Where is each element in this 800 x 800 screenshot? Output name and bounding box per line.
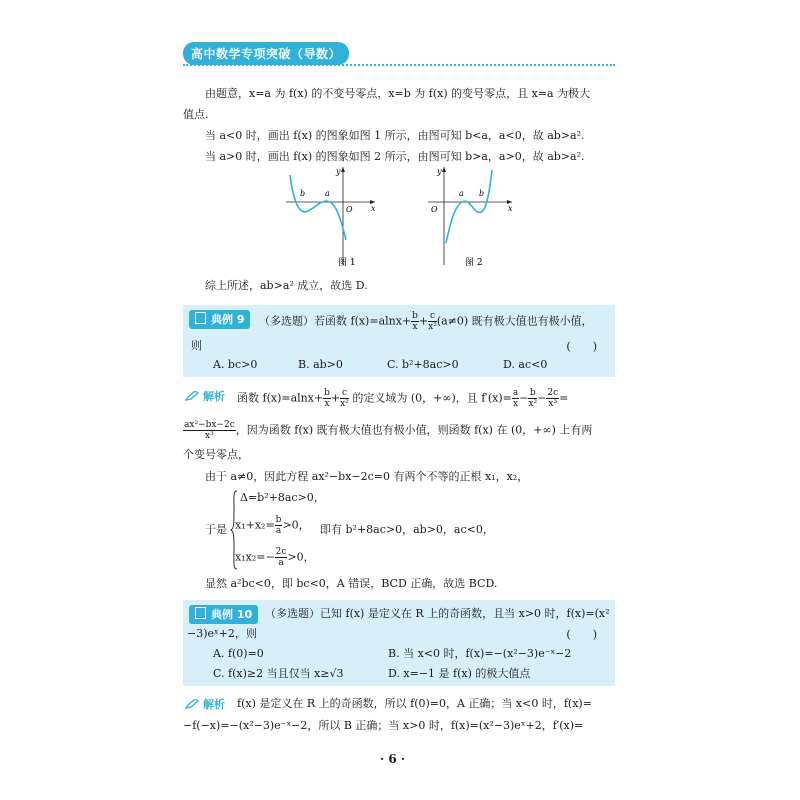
solution-10-line-2: −f(−x)=−(x²−3)e⁻ˣ−2，所以 B 正确；当 x>0 时，f(x)=(x²−3)eˣ+2，f′(x)= bbox=[183, 719, 584, 732]
option-c: C. b²+8ac>0 bbox=[387, 358, 459, 371]
fig2-a-label: a bbox=[459, 189, 464, 198]
intro-line-2: 值点. bbox=[183, 108, 209, 121]
document-icon bbox=[195, 312, 206, 324]
frac-c-x2: $\frac{c}{\text{x²}}$ bbox=[428, 311, 437, 332]
solution-9-line-2: $\frac{\text{ax²−bx−2c}}{\text{x³}}$ ，因为函数 f(x) 既有极大值也有极小值，则函数 f(x) 在 (0，+∞) 上有两 bbox=[184, 420, 593, 441]
fig2-caption: 图 2 bbox=[465, 258, 483, 268]
system-line-3: x₁x₂=− $\frac{2c}{a}$ >0， bbox=[235, 547, 315, 568]
document-icon bbox=[195, 607, 206, 619]
system-line-1: Δ=b²+8ac>0， bbox=[240, 491, 325, 504]
fig1-x-label: x bbox=[371, 204, 376, 213]
fig1-a-label: a bbox=[325, 189, 330, 198]
example-10-stem-2: −3)eˣ+2，则 bbox=[187, 627, 257, 640]
fig2-curve bbox=[446, 170, 492, 243]
intro-line-1: 由题意，x=a 为 f(x) 的不变号零点，x=b 为 f(x) 的变号零点，且 x=a 为极大 bbox=[205, 87, 591, 100]
system-result: 即有 b²+8ac>0，ab>0，ac<0， bbox=[320, 523, 494, 536]
example-10-label bbox=[189, 605, 258, 624]
fig2-y-label: y bbox=[437, 167, 442, 176]
header-divider bbox=[183, 64, 615, 66]
example-9-stem-1: （多选题）若函数 f(x)=alnx+ $\frac{b}{x}$ + $\frac{c}{\text{x²}}$ (a≠0) 既有极大值也有极小值， bbox=[259, 311, 593, 332]
example-9-answer-paren: ( ) bbox=[566, 340, 597, 353]
page-number: · 6 · bbox=[380, 752, 406, 766]
solution-10-line-1: f(x) 是定义在 R 上的奇函数，所以 f(0)=0，A 正确；当 x<0 时，f(x)= bbox=[237, 697, 592, 710]
header-title: 高中数学专项突破（导数） bbox=[183, 42, 349, 65]
figure-1 bbox=[286, 167, 376, 268]
intro-line-4: 当 a>0 时，画出 f(x) 的图象如图 2 所示，由图可知 b>a，a>0，故 ab>a². bbox=[205, 150, 585, 163]
fig1-caption: 图 1 bbox=[338, 258, 356, 268]
option-d: D. ac<0 bbox=[503, 358, 548, 371]
option-b: B. ab>0 bbox=[298, 358, 343, 371]
frac-b-x: $\frac{b}{x}$ bbox=[412, 311, 418, 332]
example-10-box bbox=[183, 600, 615, 686]
option-c: C. f(x)≥2 当且仅当 x≥√3 bbox=[213, 667, 344, 680]
fig2-b-label: b bbox=[479, 189, 485, 198]
solution-9-line-1: 函数 f(x)=alnx+ $\frac{b}{x}$ + $\frac{c}{\text{x²}}$ 的定义域为 (0，+∞)，且 f′(x)= $\frac{a}{x}$ − $\frac{b}{\text{x²}}$ − $\frac{2c}{\text{x³}}$ = bbox=[237, 388, 569, 409]
option-a: A. bc>0 bbox=[213, 358, 258, 371]
example-9-label-text: 典例 9 bbox=[211, 313, 245, 326]
figure-2 bbox=[428, 167, 513, 268]
fig2-x-label: x bbox=[508, 204, 513, 213]
example-9-stem-2: 则 bbox=[191, 339, 202, 352]
solution-10-label: 解析 bbox=[185, 696, 225, 712]
system-line-2: x₁+x₂= $\frac{b}{a}$ >0， bbox=[235, 515, 310, 536]
solution-9-line-4: 由于 a≠0，因此方程 ax²−bx−2c=0 有两个不等的正根 x₁，x₂， bbox=[205, 470, 529, 483]
fig1-curve bbox=[290, 175, 346, 240]
solution-9-end: 显然 a²bc<0，即 bc<0，A 错误，BCD 正确，故选 BCD. bbox=[205, 577, 498, 590]
intro-line-3: 当 a<0 时，画出 f(x) 的图象如图 1 所示，由图可知 b<a，a<0，故 ab>a². bbox=[205, 129, 585, 142]
option-b: B. 当 x<0 时，f(x)=−(x²−3)e⁻ˣ−2 bbox=[388, 647, 572, 660]
function-graphs bbox=[280, 165, 530, 275]
example-9-box bbox=[183, 305, 615, 377]
option-d: D. x=−1 是 f(x) 的极大值点 bbox=[388, 667, 531, 680]
running-header bbox=[183, 42, 349, 64]
pencil-icon bbox=[185, 699, 199, 709]
example-10-stem-1: （多选题）已知 f(x) 是定义在 R 上的奇函数，且当 x>0 时，f(x)=(x² bbox=[265, 607, 610, 620]
solution-9-line-3: 个变号零点， bbox=[183, 448, 249, 461]
example-10-answer-paren: ( ) bbox=[566, 628, 597, 641]
fig1-o-label: O bbox=[346, 205, 353, 214]
option-a: A. f(0)=0 bbox=[213, 647, 264, 660]
pencil-icon bbox=[185, 391, 199, 401]
conclusion-1: 综上所述，ab>a² 成立，故选 D. bbox=[205, 279, 368, 292]
solution-9-label: 解析 bbox=[185, 388, 225, 404]
fig1-b-label: b bbox=[300, 189, 306, 198]
example-10-label-text: 典例 10 bbox=[211, 608, 253, 621]
fig1-y-label: y bbox=[336, 167, 341, 176]
system-prefix: 于是 bbox=[205, 523, 227, 536]
fig2-o-label: O bbox=[431, 205, 438, 214]
example-9-label bbox=[189, 310, 250, 329]
